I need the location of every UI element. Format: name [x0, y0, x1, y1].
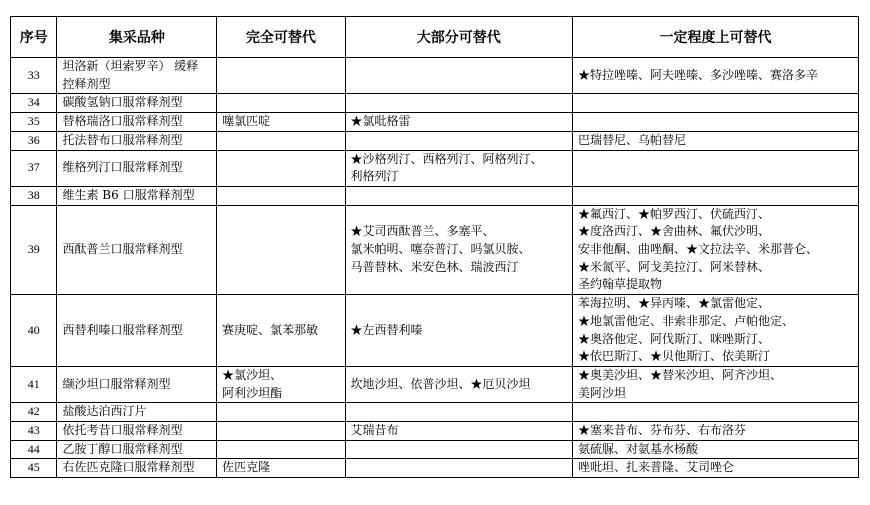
cell-fully-substitutable [217, 459, 345, 478]
table-row [11, 366, 859, 402]
cell-partially-substitutable [572, 366, 858, 402]
cell-fully-substitutable [217, 422, 345, 441]
cell-text-line: 控释剂型 [62, 76, 111, 91]
cell-text-line: ★度洛西汀、★舍曲林、氟伏沙明、 [577, 224, 770, 239]
cell-fully-substitutable [217, 58, 345, 94]
cell-partially-substitutable [572, 440, 858, 459]
cell-serial-number: 45 [11, 459, 57, 478]
cell-mostly-substitutable [345, 94, 572, 113]
cell-partially-substitutable [572, 205, 858, 295]
cell-text-line: 维格列汀口服常释剂型 [62, 160, 183, 175]
table-row [11, 186, 859, 205]
cell-fully-substitutable [217, 113, 345, 132]
cell-mostly-substitutable [345, 459, 572, 478]
cell-serial-number: 37 [11, 150, 57, 186]
cell-mostly-substitutable [345, 58, 572, 94]
cell-text-line: 替格瑞洛口服常释剂型 [62, 114, 183, 129]
cell-procured-drug [57, 422, 217, 441]
cell-text-line: 西酞普兰口服常释剂型 [62, 242, 183, 257]
cell-fully-substitutable [217, 131, 345, 150]
cell-text-line: 碳酸氢钠口服常释剂型 [62, 95, 183, 110]
cell-text-line: ★艾司西酞普兰、多塞平、 [350, 224, 495, 239]
cell-serial-number: 43 [11, 422, 57, 441]
table-row [11, 422, 859, 441]
cell-procured-drug [57, 403, 217, 422]
table-row [11, 205, 859, 295]
substitution-table-container [10, 16, 859, 478]
cell-fully-substitutable [217, 94, 345, 113]
cell-partially-substitutable [572, 94, 858, 113]
cell-procured-drug [57, 58, 217, 94]
cell-mostly-substitutable [345, 205, 572, 295]
cell-procured-drug [57, 440, 217, 459]
cell-partially-substitutable [572, 58, 858, 94]
cell-serial-number: 36 [11, 131, 57, 150]
cell-fully-substitutable [217, 440, 345, 459]
cell-procured-drug [57, 113, 217, 132]
cell-text-line: 坎地沙坦、依普沙坦、★厄贝沙坦 [350, 376, 531, 391]
cell-text-line: ★特拉唑嗪、阿夫唑嗪、多沙唑嗪、赛洛多辛 [577, 67, 818, 82]
cell-text-line: ★沙格列汀、西格列汀、阿格列汀、 [350, 151, 543, 166]
substitution-table [10, 16, 859, 478]
cell-fully-substitutable [217, 295, 345, 367]
cell-fully-substitutable [217, 186, 345, 205]
cell-text-line: 苯海拉明、★异丙嗪、★氯雷他定、 [577, 296, 770, 311]
cell-mostly-substitutable [345, 422, 572, 441]
cell-partially-substitutable [572, 186, 858, 205]
table-row [11, 459, 859, 478]
cell-text-line: 艾瑞昔布 [350, 423, 399, 438]
cell-partially-substitutable [572, 150, 858, 186]
cell-text-line: 依托考昔口服常释剂型 [62, 423, 183, 438]
cell-serial-number: 44 [11, 440, 57, 459]
cell-partially-substitutable [572, 295, 858, 367]
cell-text-line: ★氯吡格雷 [350, 114, 411, 129]
cell-text-line: ★氟西汀、★帕罗西汀、伏硫西汀、 [577, 206, 770, 221]
header-partially-substitutable: 一定程度上可替代 [572, 17, 858, 58]
cell-serial-number: 34 [11, 94, 57, 113]
cell-text-line: ★氯沙坦、 [222, 367, 283, 382]
cell-text-line: 缬沙坦口服常释剂型 [62, 376, 171, 391]
cell-text-line: ★左西替利嗪 [350, 322, 423, 337]
table-row [11, 440, 859, 459]
cell-mostly-substitutable [345, 131, 572, 150]
cell-procured-drug [57, 150, 217, 186]
cell-serial-number: 39 [11, 205, 57, 295]
cell-fully-substitutable [217, 403, 345, 422]
cell-text-line: 安非他酮、曲唑酮、★文拉法辛、米那普仑、 [577, 242, 818, 257]
cell-text-line: ★奥美沙坦、★替米沙坦、阿齐沙坦、 [577, 367, 782, 382]
header-fully-substitutable: 完全可替代 [217, 17, 345, 58]
cell-procured-drug [57, 366, 217, 402]
cell-text-line: 阿利沙坦酯 [222, 385, 283, 400]
cell-text-line: 乙胺丁醇口服常释剂型 [62, 441, 183, 456]
header-serial-number: 序号 [11, 17, 57, 58]
cell-partially-substitutable [572, 131, 858, 150]
cell-procured-drug [57, 186, 217, 205]
cell-text-line: ★依巴斯汀、★贝他斯汀、依美斯汀 [577, 349, 770, 364]
header-procured-drug: 集采品种 [57, 17, 217, 58]
cell-text-line: ★塞来昔布、芬布芬、右布洛芬 [577, 423, 746, 438]
cell-text-line: 赛庚啶、氯苯那敏 [222, 322, 319, 337]
cell-procured-drug [57, 131, 217, 150]
cell-procured-drug [57, 94, 217, 113]
cell-partially-substitutable [572, 459, 858, 478]
cell-text-line: 托法替布口服常释剂型 [62, 132, 183, 147]
table-row [11, 403, 859, 422]
cell-mostly-substitutable [345, 440, 572, 459]
cell-fully-substitutable [217, 366, 345, 402]
table-row [11, 58, 859, 94]
cell-serial-number: 35 [11, 113, 57, 132]
cell-text-line: 唑吡坦、扎来普隆、艾司唑仑 [577, 460, 734, 475]
table-header-row [11, 17, 859, 58]
cell-text-line: 噻氯匹啶 [222, 114, 271, 129]
cell-fully-substitutable [217, 205, 345, 295]
header-mostly-substitutable: 大部分可替代 [345, 17, 572, 58]
cell-serial-number: 33 [11, 58, 57, 94]
cell-text-line: ★米氮平、阿戈美拉汀、阿米替林、 [577, 259, 770, 274]
cell-partially-substitutable [572, 403, 858, 422]
cell-partially-substitutable [572, 422, 858, 441]
cell-text-line: 马普替林、米安色林、瑞波西汀 [350, 259, 519, 274]
table-row [11, 295, 859, 367]
cell-mostly-substitutable [345, 403, 572, 422]
cell-text-line: 美阿沙坦 [577, 385, 626, 400]
cell-text-line: 右佐匹克隆口服常释剂型 [62, 460, 195, 475]
table-row [11, 150, 859, 186]
cell-text-line: 西替利嗪口服常释剂型 [62, 322, 183, 337]
cell-mostly-substitutable [345, 186, 572, 205]
table-row [11, 113, 859, 132]
cell-fully-substitutable [217, 150, 345, 186]
cell-text-line: 盐酸达泊西汀片 [62, 404, 147, 419]
cell-mostly-substitutable [345, 150, 572, 186]
cell-text-line: 氨硫脲、对氨基水杨酸 [577, 441, 698, 456]
cell-text-line: ★地氯雷他定、非索非那定、卢帕他定、 [577, 313, 794, 328]
cell-procured-drug [57, 295, 217, 367]
cell-text-line: 佐匹克隆 [222, 460, 271, 475]
table-row [11, 131, 859, 150]
table-body [11, 58, 859, 478]
cell-text-line: 坦洛新（坦索罗辛） 缓释 [62, 59, 199, 73]
cell-text-line: 氯米帕明、噻奈普汀、吗氯贝胺、 [350, 242, 531, 257]
cell-partially-substitutable [572, 113, 858, 132]
cell-serial-number: 38 [11, 186, 57, 205]
cell-mostly-substitutable [345, 113, 572, 132]
cell-text-line: 维生素 B6 口服常释剂型 [62, 187, 195, 202]
cell-text-line: ★奥洛他定、阿伐斯汀、咪唑斯汀、 [577, 331, 770, 346]
cell-mostly-substitutable [345, 366, 572, 402]
cell-serial-number: 42 [11, 403, 57, 422]
cell-text-line: 利格列汀 [350, 169, 399, 184]
cell-procured-drug [57, 205, 217, 295]
cell-serial-number: 41 [11, 366, 57, 402]
table-row [11, 94, 859, 113]
cell-procured-drug [57, 459, 217, 478]
cell-text-line: 巴瑞替尼、乌帕替尼 [577, 132, 686, 147]
cell-mostly-substitutable [345, 295, 572, 367]
cell-serial-number: 40 [11, 295, 57, 367]
cell-text-line: 圣约翰草提取物 [577, 277, 662, 292]
